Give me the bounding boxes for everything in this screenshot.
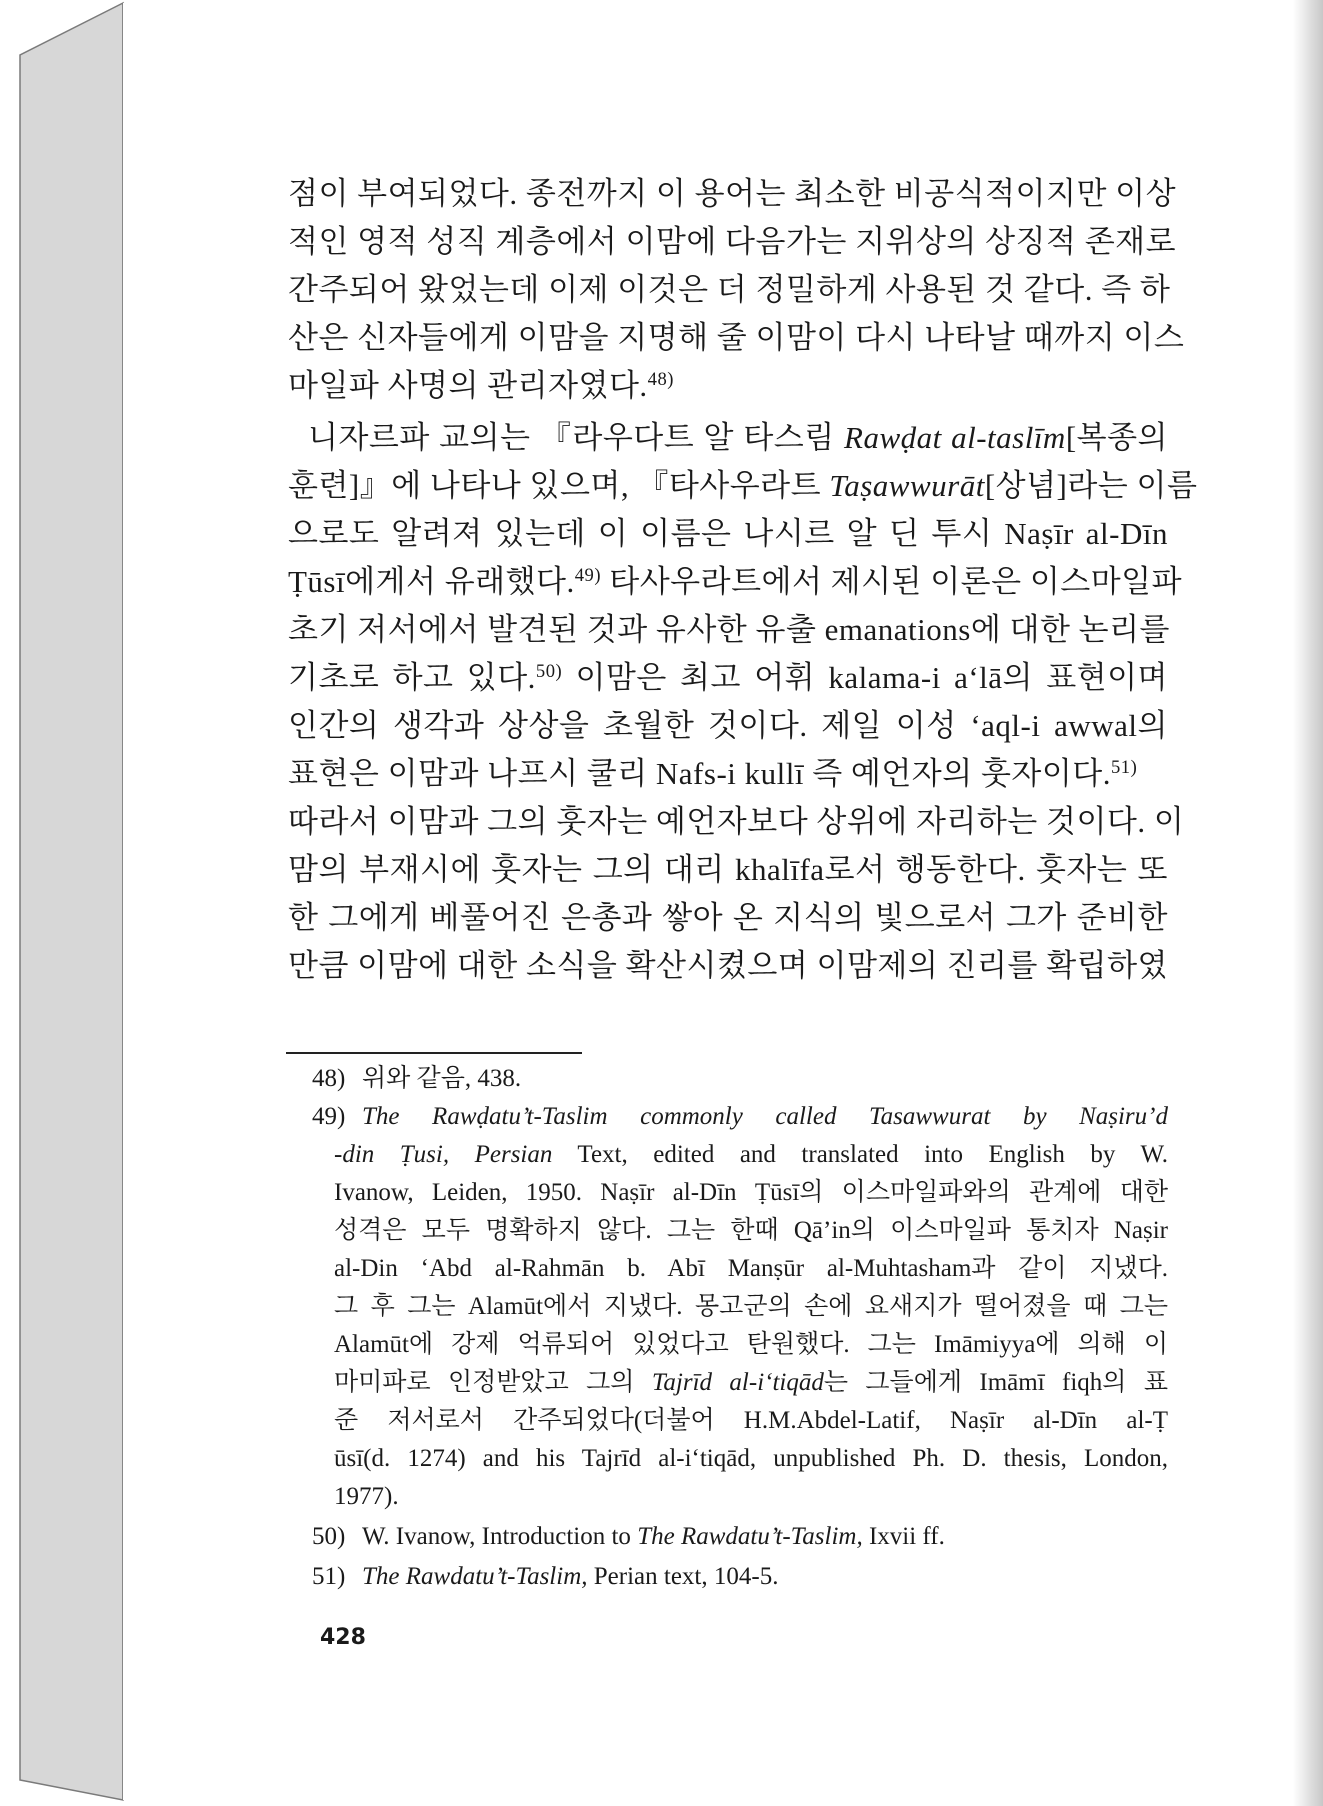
footnote-line: 성격은 모두 명확하지 않다. 그는 한때 Qā’in의 이스마일파 통치자 Naṣir xyxy=(334,1217,1168,1244)
footnote-line: Alamūt에 강제 억류되어 있었다고 탄원했다. 그는 Imāmiyya에 의해 이 xyxy=(334,1331,1168,1358)
text-line xyxy=(288,462,1198,510)
footnote-number: 51) xyxy=(312,1563,346,1590)
footnote-line: 준 저서로서 간주되었다(더불어 H.M.Abdel-Latif, Naṣīr al-Dīn al-Ṭ xyxy=(334,1407,1168,1434)
footnote-text: The Rawdatu’t-Taslim, xyxy=(362,1563,588,1590)
footnote-text: 위와 같음, 438. xyxy=(362,1065,522,1092)
text-line xyxy=(288,558,1183,606)
text-span: 훈련]』에 나타나 있으며, 『타사우라트 xyxy=(288,468,830,503)
text-line xyxy=(288,362,1168,410)
footnote-48 xyxy=(312,1060,1168,1098)
footnote-divider xyxy=(286,1052,582,1054)
footnote-text: The Rawdatu’t-Taslim, xyxy=(637,1523,863,1550)
text-span: [상념]라는 이름 xyxy=(984,468,1198,503)
footnote-51 xyxy=(312,1558,1168,1596)
text-line: 으로도 알려져 있는데 이 이름은 나시르 알 딘 투시 Naṣīr al-Dīn xyxy=(288,516,1168,551)
text-line: 맘의 부재시에 훗자는 그의 대리 khalīfa로서 행동한다. 훗자는 또 xyxy=(288,852,1168,887)
footnote-line: 그 후 그는 Alamūt에서 지냈다. 몽고군의 손에 요새지가 떨어졌을 때 그는 xyxy=(334,1293,1168,1320)
text-span: 표현은 이맘과 나프시 쿨리 Nafs-i kullī 즉 예언자의 훗자이다. xyxy=(288,756,1111,791)
footnote-number: 48) xyxy=(312,1065,346,1092)
text-line: 점이 부여되었다. 종전까지 이 용어는 최소한 비공식적이지만 이상 xyxy=(288,176,1177,211)
text-line: 한 그에게 베풀어진 은총과 쌓아 온 지식의 빛으로서 그가 준비한 xyxy=(288,900,1168,935)
footnote-line xyxy=(334,1364,1168,1402)
text-line xyxy=(308,414,1168,462)
text-line: 인간의 생각과 상상을 초월한 것이다. 제일 이성 ‘aql-i awwal의 xyxy=(288,708,1168,743)
text-line: 만큼 이맘에 대한 소식을 확산시켰으며 이맘제의 진리를 확립하였 xyxy=(288,948,1168,983)
text-line: 적인 영적 성직 계층에서 이맘에 다음가는 지위상의 상징적 존재로 xyxy=(288,224,1177,259)
footnote-text: Ixvii ff. xyxy=(862,1523,945,1550)
footnote-49 xyxy=(312,1098,1168,1136)
footnote-line xyxy=(334,1136,1168,1174)
text-line xyxy=(288,654,1168,702)
footnote-number: 50) xyxy=(312,1523,346,1550)
text-span: 타사우라트에서 제시된 이론은 이스마일파 xyxy=(601,564,1183,599)
footnote-ref-49: 49) xyxy=(574,564,602,586)
footnote-line: ūsī(d. 1274) and his Tajrīd al-i‘tiqād, unpublished Ph. D. thesis, London, xyxy=(334,1445,1168,1472)
footnote-text: The Rawḍatu’t-Taslim commonly called Tasawwurat by Naṣiru’d xyxy=(362,1103,1168,1130)
text-span: 니자르파 교의는 『라우다트 알 타스림 xyxy=(308,420,845,455)
page-shadow xyxy=(1293,0,1323,1806)
footnote-50 xyxy=(312,1518,1168,1556)
text-line: 산은 신자들에게 이맘을 지명해 줄 이맘이 다시 나타날 때까지 이스 xyxy=(288,320,1185,355)
text-span: [복종의 xyxy=(1065,420,1168,455)
text-line: 간주되어 왔었는데 이제 이것은 더 정밀하게 사용된 것 같다. 즉 하 xyxy=(288,272,1171,307)
footnote-text: Text, edited and translated into English by W. xyxy=(552,1141,1168,1168)
text-span: 마일파 사명의 관리자였다. xyxy=(288,368,648,403)
page-number: 428 xyxy=(320,1625,366,1650)
text-line: 따라서 이맘과 그의 훗자는 예언자보다 상위에 자리하는 것이다. 이 xyxy=(288,804,1185,839)
text-span: 기초로 하고 있다. xyxy=(288,660,536,695)
footnote-line: 1977). xyxy=(334,1483,399,1510)
footnote-ref-48: 48) xyxy=(647,368,674,390)
text-span: 이맘은 최고 어휘 kalama-i a‘lā의 표현이며 xyxy=(562,660,1169,695)
text-span: Ṭūsī에게서 유래했다. xyxy=(288,564,575,599)
footnote-text: Tajrīd al-i‘tiqād xyxy=(651,1369,824,1396)
footnote-text: Perian text, 104-5. xyxy=(587,1563,779,1590)
footnote-line: al-Din ‘Abd al-Rahmān b. Abī Manṣūr al-Muhtasham과 같이 지냈다. xyxy=(334,1255,1168,1282)
footnote-ref-51: 51) xyxy=(1110,756,1138,778)
text-line: 초기 저서에서 발견된 것과 유사한 유출 emanations에 대한 논리를 xyxy=(288,612,1170,647)
text-line xyxy=(288,750,1168,798)
footnote-text: W. Ivanow, Introduction to xyxy=(362,1523,638,1550)
footnote-text: 마미파로 인정받았고 그의 xyxy=(334,1369,652,1396)
italic-title: Rawḍat al-taslīm xyxy=(844,420,1066,455)
footnote-number: 49) xyxy=(312,1103,346,1130)
footnote-line: Ivanow, Leiden, 1950. Naṣīr al-Dīn Ṭūsī의 이스마일파와의 관계에 대한 xyxy=(334,1179,1168,1206)
footnote-text: -din Ṭusi, Persian xyxy=(334,1141,553,1168)
italic-title: Taṣawwurāt xyxy=(829,468,985,503)
footnote-text: 는 그들에게 Imāmī fiqh의 표 xyxy=(823,1369,1168,1396)
footnote-ref-50: 50) xyxy=(535,660,563,682)
